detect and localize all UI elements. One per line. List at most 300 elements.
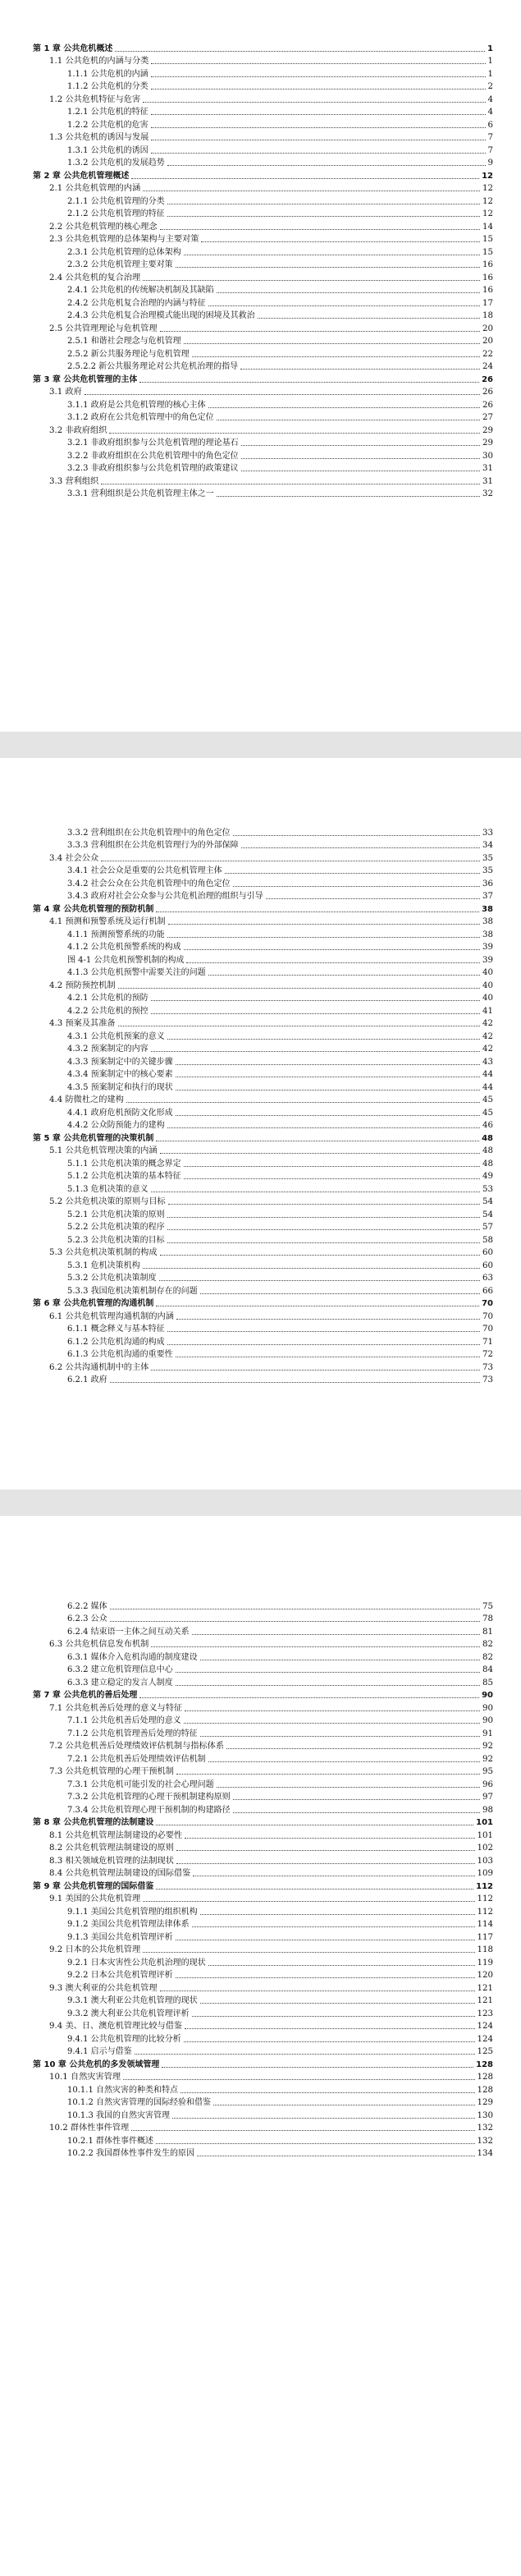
toc-entry-title: 第 5 章 公共危机管理的决策机制 bbox=[33, 1133, 154, 1143]
toc-list bbox=[33, 825, 493, 1385]
dot-leader bbox=[176, 1115, 480, 1116]
toc-section-entry[interactable] bbox=[33, 2147, 493, 2160]
toc-entry-title: 6.3 公共危机信息发布机制 bbox=[49, 1640, 149, 1649]
dot-leader bbox=[139, 382, 479, 383]
toc-section-entry[interactable] bbox=[33, 1195, 493, 1208]
toc-section-entry[interactable] bbox=[33, 156, 493, 169]
toc-chapter-entry[interactable] bbox=[33, 902, 493, 915]
toc-entry-title: 2.5.1 和谐社会理念与危机管理 bbox=[67, 337, 181, 346]
toc-entry-title: 3.3.1 营利组织是公共危机管理主体之一 bbox=[67, 489, 214, 498]
toc-section-entry[interactable] bbox=[33, 54, 493, 67]
toc-entry-title: 1.1 公共危机的内涵与分类 bbox=[49, 57, 149, 66]
toc-section-entry[interactable] bbox=[33, 1790, 493, 1803]
toc-entry-title: 1.2 公共危机特征与危害 bbox=[49, 94, 141, 104]
toc-entry-title: 第 10 章 公共危机的多发领域管理 bbox=[33, 2059, 160, 2069]
dot-leader bbox=[192, 2016, 475, 2017]
toc-entry-title: 6.1.1 概念释义与基本特征 bbox=[67, 1325, 165, 1334]
toc-section-entry[interactable] bbox=[33, 1258, 493, 1271]
toc-section-entry[interactable] bbox=[33, 1322, 493, 1335]
toc-chapter-entry[interactable] bbox=[33, 168, 493, 181]
toc-section-entry[interactable] bbox=[33, 1309, 493, 1322]
toc-entry-page-number: 43 bbox=[482, 1057, 493, 1067]
toc-entry-title: 4.2.2 公共危机的预控 bbox=[67, 1006, 149, 1016]
toc-section-entry[interactable] bbox=[33, 436, 493, 449]
toc-list bbox=[33, 41, 493, 499]
toc-entry-page-number: 117 bbox=[477, 1932, 493, 1942]
toc-section-entry[interactable] bbox=[33, 1246, 493, 1259]
toc-entry-title: 10.1 自然灾害管理 bbox=[49, 2073, 121, 2082]
toc-section-entry[interactable] bbox=[33, 181, 493, 195]
toc-section-entry[interactable] bbox=[33, 1777, 493, 1790]
toc-section-entry[interactable] bbox=[33, 1828, 493, 1841]
toc-entry-title: 7.3.2 公共危机管理的心理干预机制建构原则 bbox=[67, 1793, 231, 1802]
toc-section-entry[interactable] bbox=[33, 1981, 493, 1994]
dot-leader bbox=[233, 1812, 480, 1813]
toc-section-entry[interactable] bbox=[33, 117, 493, 131]
toc-entry-page-number: 124 bbox=[477, 2022, 493, 2031]
toc-section-entry[interactable] bbox=[33, 2133, 493, 2147]
dot-leader bbox=[233, 886, 480, 887]
toc-entry-title: 4.3.2 预案制定的内容 bbox=[67, 1045, 149, 1054]
toc-section-entry[interactable] bbox=[33, 1080, 493, 1093]
toc-section-entry[interactable] bbox=[33, 1955, 493, 1968]
toc-section-entry[interactable] bbox=[33, 448, 493, 461]
toc-entry-page-number: 40 bbox=[482, 968, 493, 977]
toc-section-entry[interactable] bbox=[33, 1904, 493, 1917]
toc-entry-title: 3.2 非政府组织 bbox=[49, 425, 107, 435]
toc-entry-title: 9.3 澳大利亚的公共危机管理 bbox=[49, 1983, 158, 1993]
toc-entry-title: 3.3 营利组织 bbox=[49, 476, 99, 486]
toc-entry-page-number: 38 bbox=[482, 917, 493, 926]
toc-entry-title: 9.4.1 启示与借鉴 bbox=[67, 2047, 132, 2056]
dot-leader bbox=[151, 1000, 480, 1001]
dot-leader bbox=[176, 1672, 480, 1673]
toc-section-entry[interactable] bbox=[33, 360, 493, 373]
dot-leader bbox=[167, 1344, 480, 1345]
toc-section-entry[interactable] bbox=[33, 1994, 493, 2007]
toc-entry-title: 7.1.2 公共危机管理善后处理的特征 bbox=[67, 1729, 198, 1738]
toc-section-entry[interactable] bbox=[33, 1118, 493, 1132]
toc-section-entry[interactable] bbox=[33, 927, 493, 940]
toc-section-entry[interactable] bbox=[33, 207, 493, 220]
toc-entry-title: 5.3.1 危机决策机构 bbox=[67, 1260, 140, 1270]
dot-leader bbox=[151, 153, 486, 154]
toc-entry-page-number: 96 bbox=[482, 1779, 493, 1789]
dot-leader bbox=[151, 127, 486, 128]
toc-section-entry[interactable] bbox=[33, 1207, 493, 1220]
dot-leader bbox=[208, 975, 480, 976]
toc-entry-title: 9.4.1 公共危机管理的比较分析 bbox=[67, 2034, 181, 2044]
toc-entry-title: 4.1.1 预测预警系统的功能 bbox=[67, 930, 165, 939]
dot-leader bbox=[143, 1952, 474, 1953]
toc-entry-title: 6.1.2 公共危机沟通的构成 bbox=[67, 1337, 165, 1347]
toc-section-entry[interactable] bbox=[33, 1271, 493, 1284]
toc-section-entry[interactable] bbox=[33, 1156, 493, 1169]
toc-entry-page-number: 95 bbox=[482, 1767, 493, 1776]
toc-entry-page-number: 18 bbox=[482, 311, 493, 320]
toc-entry-page-number: 37 bbox=[482, 892, 493, 901]
dot-leader bbox=[240, 369, 480, 370]
toc-section-entry[interactable] bbox=[33, 321, 493, 334]
dot-leader bbox=[201, 241, 480, 242]
toc-section-entry[interactable] bbox=[33, 1968, 493, 1981]
toc-entry-title: 4.2 预防预控机制 bbox=[49, 980, 116, 990]
toc-section-entry[interactable] bbox=[33, 1054, 493, 1068]
dot-leader bbox=[185, 1838, 474, 1839]
toc-chapter-entry[interactable] bbox=[33, 1879, 493, 1892]
dot-leader bbox=[168, 1204, 480, 1205]
toc-entry-title: 2.3 公共危机管理的总体架构与主要对策 bbox=[49, 235, 199, 244]
dot-leader bbox=[167, 937, 480, 938]
toc-entry-title: 9.1.1 美国公共危机管理的组织机构 bbox=[67, 1907, 198, 1917]
toc-section-entry[interactable] bbox=[33, 296, 493, 309]
toc-entry-title: 8.2 公共危机管理法制建设的原则 bbox=[49, 1844, 174, 1853]
toc-entry-title: 7.3.1 公共危机可能引发的社会心理问题 bbox=[67, 1779, 214, 1789]
toc-section-entry[interactable] bbox=[33, 1233, 493, 1246]
toc-section-entry[interactable] bbox=[33, 1373, 493, 1386]
dot-leader bbox=[168, 924, 480, 925]
toc-section-entry[interactable] bbox=[33, 385, 493, 398]
toc-entry-title: 9.1.3 美国公共危机管理评析 bbox=[67, 1932, 173, 1942]
dot-leader bbox=[110, 1621, 480, 1622]
toc-section-entry[interactable] bbox=[33, 67, 493, 80]
toc-section-entry[interactable] bbox=[33, 1853, 493, 1867]
toc-section-entry[interactable] bbox=[33, 219, 493, 232]
toc-entry-title: 3.3.2 营利组织在公共危机管理中的角色定位 bbox=[67, 828, 231, 838]
toc-section-entry[interactable] bbox=[33, 1182, 493, 1195]
toc-section-entry[interactable] bbox=[33, 1144, 493, 1157]
toc-entry-page-number: 15 bbox=[482, 235, 493, 244]
toc-entry-page-number: 6 bbox=[487, 120, 493, 130]
toc-section-entry[interactable] bbox=[33, 1348, 493, 1361]
toc-section-entry[interactable] bbox=[33, 423, 493, 436]
toc-entry-title: 8.4 公共危机管理法制建设的国际借鉴 bbox=[49, 1869, 191, 1878]
toc-section-entry[interactable] bbox=[33, 1042, 493, 1055]
toc-entry-page-number: 73 bbox=[482, 1362, 493, 1372]
toc-entry-page-number: 17 bbox=[482, 298, 493, 308]
toc-entry-title: 6.2.1 政府 bbox=[67, 1375, 107, 1384]
toc-entry-page-number: 45 bbox=[482, 1108, 493, 1118]
toc-entry-page-number: 60 bbox=[482, 1248, 493, 1257]
toc-entry-title: 1.2.1 公共危机的特征 bbox=[67, 108, 149, 117]
toc-entry-title: 9.1 美国的公共危机管理 bbox=[49, 1894, 141, 1903]
toc-entry-page-number: 48 bbox=[482, 1159, 493, 1169]
toc-entry-page-number: 22 bbox=[482, 349, 493, 359]
toc-entry-title: 2.2 公共危机管理的核心理念 bbox=[49, 222, 158, 232]
toc-entry-title: 3.1.2 政府在公共危机管理中的角色定位 bbox=[67, 413, 214, 422]
toc-section-entry[interactable] bbox=[33, 80, 493, 93]
toc-entry-title: 10.2.1 群体性事件概述 bbox=[67, 2136, 153, 2146]
toc-section-entry[interactable] bbox=[33, 915, 493, 928]
toc-section-entry[interactable] bbox=[33, 940, 493, 953]
dot-leader bbox=[176, 267, 480, 268]
toc-entry-title: 2.5.2 新公共服务理论与危机管理 bbox=[67, 349, 190, 359]
toc-entry-title: 3.4.2 社会公众在公共危机管理中的角色定位 bbox=[67, 879, 231, 889]
dot-leader bbox=[258, 318, 480, 319]
toc-entry-title: 2.4.2 公共危机复合治理的内涵与特征 bbox=[67, 298, 206, 308]
toc-chapter-entry[interactable] bbox=[33, 2057, 493, 2070]
toc-section-entry[interactable] bbox=[33, 283, 493, 296]
toc-entry-page-number: 38 bbox=[482, 904, 493, 914]
toc-entry-title: 图 4-1 公共危机预警机制的构成 bbox=[67, 955, 185, 965]
toc-entry-page-number: 124 bbox=[477, 2034, 493, 2044]
toc-entry-title: 4.3 预案及其准备 bbox=[49, 1019, 116, 1028]
toc-entry-title: 2.5 公共管理理论与危机管理 bbox=[49, 324, 158, 333]
toc-entry-title: 6.2 公共沟通机制中的主体 bbox=[49, 1362, 149, 1372]
dot-leader bbox=[167, 1331, 480, 1332]
toc-entry-page-number: 92 bbox=[482, 1742, 493, 1751]
toc-section-entry[interactable] bbox=[33, 991, 493, 1004]
toc-section-entry[interactable] bbox=[33, 889, 493, 902]
dot-leader bbox=[156, 2143, 475, 2144]
toc-entry-title: 3.2.3 非政府组织参与公共危机管理的政策建议 bbox=[67, 464, 239, 473]
toc-entry-title: 5.2.2 公共危机决策的程序 bbox=[67, 1223, 165, 1232]
dot-leader bbox=[181, 2092, 475, 2093]
toc-section-entry[interactable] bbox=[33, 2032, 493, 2045]
toc-entry-title: 第 1 章 公共危机概述 bbox=[33, 44, 113, 53]
toc-section-entry[interactable] bbox=[33, 474, 493, 487]
toc-section-entry[interactable] bbox=[33, 2096, 493, 2109]
toc-section-entry[interactable] bbox=[33, 1752, 493, 1765]
toc-section-entry[interactable] bbox=[33, 1612, 493, 1625]
dot-leader bbox=[115, 51, 485, 52]
dot-leader bbox=[184, 1166, 480, 1167]
dot-leader bbox=[233, 835, 480, 836]
toc-entry-page-number: 4 bbox=[487, 108, 493, 117]
toc-entry-page-number: 70 bbox=[482, 1299, 493, 1308]
toc-section-entry[interactable] bbox=[33, 245, 493, 258]
toc-section-entry[interactable] bbox=[33, 92, 493, 105]
dot-leader bbox=[109, 433, 480, 434]
toc-section-entry[interactable] bbox=[33, 194, 493, 207]
toc-entry-title: 2.3.1 公共危机管理的总体架构 bbox=[67, 247, 181, 257]
dot-leader bbox=[151, 1051, 480, 1052]
dot-leader bbox=[185, 2028, 474, 2029]
dot-leader bbox=[160, 331, 481, 332]
toc-section-entry[interactable] bbox=[33, 1220, 493, 1233]
toc-entry-title: 2.4 公共危机的复合治理 bbox=[49, 273, 141, 282]
toc-entry-page-number: 118 bbox=[477, 1945, 493, 1954]
toc-section-entry[interactable] bbox=[33, 1892, 493, 1905]
toc-entry-page-number: 12 bbox=[482, 171, 493, 181]
toc-section-entry[interactable] bbox=[33, 2070, 493, 2083]
toc-entry-page-number: 1 bbox=[487, 69, 493, 79]
dot-leader bbox=[151, 63, 485, 64]
toc-entry-page-number: 33 bbox=[482, 828, 493, 838]
toc-section-entry[interactable] bbox=[33, 876, 493, 889]
toc-section-entry[interactable] bbox=[33, 1802, 493, 1816]
toc-section-entry[interactable] bbox=[33, 347, 493, 360]
toc-section-entry[interactable] bbox=[33, 1017, 493, 1030]
toc-chapter-entry[interactable] bbox=[33, 41, 493, 54]
dot-leader bbox=[167, 1039, 480, 1040]
toc-section-entry[interactable] bbox=[33, 397, 493, 411]
toc-section-entry[interactable] bbox=[33, 1714, 493, 1727]
toc-entry-page-number: 112 bbox=[476, 1881, 493, 1891]
dot-leader bbox=[176, 1064, 480, 1065]
toc-section-entry[interactable] bbox=[33, 1650, 493, 1663]
page-gap bbox=[0, 732, 521, 758]
toc-entry-title: 4.1.2 公共危机预警系统的构成 bbox=[67, 943, 181, 952]
toc-entry-page-number: 30 bbox=[482, 451, 493, 461]
toc-section-entry[interactable] bbox=[33, 2121, 493, 2134]
toc-section-entry[interactable] bbox=[33, 1663, 493, 1676]
toc-section-entry[interactable] bbox=[33, 1003, 493, 1017]
toc-entry-page-number: 14 bbox=[482, 222, 493, 232]
dot-leader bbox=[160, 1255, 481, 1256]
dot-leader bbox=[131, 178, 479, 179]
toc-section-entry[interactable] bbox=[33, 978, 493, 991]
toc-chapter-entry[interactable] bbox=[33, 372, 493, 385]
toc-entry-title: 7.1 公共危机善后处理的意义与特征 bbox=[49, 1703, 183, 1713]
toc-section-entry[interactable] bbox=[33, 1765, 493, 1778]
toc-entry-title: 4.4 防微杜之的建构 bbox=[49, 1095, 124, 1104]
toc-section-entry[interactable] bbox=[33, 258, 493, 271]
toc-section-entry[interactable] bbox=[33, 864, 493, 877]
toc-section-entry[interactable] bbox=[33, 825, 493, 838]
toc-section-entry[interactable] bbox=[33, 1841, 493, 1854]
dot-leader bbox=[167, 1217, 480, 1218]
toc-entry-page-number: 90 bbox=[482, 1703, 493, 1713]
toc-section-entry[interactable] bbox=[33, 2045, 493, 2058]
toc-section-entry[interactable] bbox=[33, 270, 493, 283]
toc-section-entry[interactable] bbox=[33, 1726, 493, 1739]
dot-leader bbox=[241, 445, 480, 446]
toc-section-entry[interactable] bbox=[33, 1943, 493, 1956]
toc-entry-title: 第 8 章 公共危机管理的法制建设 bbox=[33, 1818, 154, 1827]
toc-section-entry[interactable] bbox=[33, 1105, 493, 1118]
toc-entry-page-number: 109 bbox=[477, 1869, 493, 1878]
toc-section-entry[interactable] bbox=[33, 1360, 493, 1373]
toc-entry-title: 1.1.1 公共危机的内涵 bbox=[67, 69, 149, 79]
dot-leader bbox=[143, 102, 485, 103]
toc-section-entry[interactable] bbox=[33, 1093, 493, 1106]
toc-section-entry[interactable] bbox=[33, 2019, 493, 2032]
dot-leader bbox=[139, 1697, 479, 1698]
toc-entry-page-number: 132 bbox=[477, 2124, 493, 2133]
toc-entry-title: 第 2 章 公共危机管理概述 bbox=[33, 171, 130, 181]
toc-entry-page-number: 73 bbox=[482, 1375, 493, 1384]
toc-entry-page-number: 97 bbox=[482, 1793, 493, 1802]
toc-entry-page-number: 29 bbox=[482, 425, 493, 435]
toc-section-entry[interactable] bbox=[33, 1068, 493, 1081]
dot-leader bbox=[176, 1977, 475, 1978]
toc-entry-title: 10.1.3 我国的自然灾害管理 bbox=[67, 2110, 170, 2120]
dot-leader bbox=[156, 911, 479, 912]
toc-section-entry[interactable] bbox=[33, 2082, 493, 2096]
toc-section-entry[interactable] bbox=[33, 1637, 493, 1651]
toc-entry-title: 5.1.3 危机决策的意义 bbox=[67, 1184, 149, 1194]
toc-entry-title: 第 7 章 公共危机的善后处理 bbox=[33, 1691, 138, 1700]
toc-entry-title: 4.4.1 政府危机预防文化形成 bbox=[67, 1108, 173, 1118]
toc-section-entry[interactable] bbox=[33, 143, 493, 156]
toc-section-entry[interactable] bbox=[33, 232, 493, 246]
toc-entry-title: 10.2 群体性事件管理 bbox=[49, 2124, 130, 2133]
toc-section-entry[interactable] bbox=[33, 1675, 493, 1688]
toc-chapter-entry[interactable] bbox=[33, 1816, 493, 1829]
toc-section-entry[interactable] bbox=[33, 131, 493, 144]
toc-entry-page-number: 54 bbox=[482, 1210, 493, 1219]
dot-leader bbox=[200, 2003, 475, 2004]
dot-leader bbox=[151, 76, 486, 77]
toc-entry-page-number: 90 bbox=[482, 1691, 493, 1700]
toc-entry-title: 5.2 公共危机决策的原则与目标 bbox=[49, 1197, 166, 1206]
toc-section-entry[interactable] bbox=[33, 487, 493, 500]
toc-entry-title: 5.1.2 公共危机决策的基本特征 bbox=[67, 1172, 181, 1181]
toc-section-entry[interactable] bbox=[33, 1283, 493, 1297]
toc-entry-title: 3.3.3 营利组织在公共危机管理行为的外部保障 bbox=[67, 841, 239, 850]
toc-entry-title: 8.1 公共危机管理法制建设的必要性 bbox=[49, 1830, 183, 1840]
dot-leader bbox=[151, 1646, 480, 1647]
dot-leader bbox=[226, 1748, 480, 1749]
toc-section-entry[interactable] bbox=[33, 966, 493, 979]
toc-section-entry[interactable] bbox=[33, 461, 493, 475]
toc-entry-title: 2.1.2 公共危机管理的特征 bbox=[67, 209, 165, 218]
toc-entry-page-number: 48 bbox=[482, 1133, 493, 1143]
toc-entry-page-number: 101 bbox=[477, 1830, 493, 1840]
toc-entry-page-number: 84 bbox=[482, 1665, 493, 1674]
toc-entry-page-number: 44 bbox=[482, 1082, 493, 1092]
toc-entry-page-number: 112 bbox=[477, 1894, 493, 1903]
toc-entry-title: 4.2.1 公共危机的预防 bbox=[67, 994, 149, 1003]
toc-section-entry[interactable] bbox=[33, 1599, 493, 1612]
toc-entry-page-number: 85 bbox=[482, 1678, 493, 1687]
toc-section-entry[interactable] bbox=[33, 1917, 493, 1931]
toc-entry-page-number: 26 bbox=[482, 374, 493, 384]
toc-section-entry[interactable] bbox=[33, 1867, 493, 1880]
toc-entry-page-number: 35 bbox=[482, 853, 493, 863]
toc-entry-page-number: 48 bbox=[482, 1146, 493, 1155]
toc-entry-page-number: 34 bbox=[482, 841, 493, 850]
toc-section-entry[interactable] bbox=[33, 2108, 493, 2121]
toc-section-entry[interactable] bbox=[33, 309, 493, 322]
toc-section-entry[interactable] bbox=[33, 2006, 493, 2019]
toc-entry-title: 2.4.3 公共危机复合治理模式能出现的困境及其救治 bbox=[67, 311, 255, 320]
toc-section-entry[interactable] bbox=[33, 1930, 493, 1943]
toc-section-entry[interactable] bbox=[33, 1169, 493, 1182]
toc-section-entry[interactable] bbox=[33, 953, 493, 966]
dot-leader bbox=[208, 407, 480, 408]
toc-chapter-entry[interactable] bbox=[33, 1131, 493, 1144]
toc-section-entry[interactable] bbox=[33, 851, 493, 864]
dot-leader bbox=[200, 1914, 475, 1915]
toc-entry-page-number: 1 bbox=[487, 44, 493, 53]
toc-section-entry[interactable] bbox=[33, 1739, 493, 1752]
toc-section-entry[interactable] bbox=[33, 105, 493, 118]
toc-chapter-entry[interactable] bbox=[33, 1297, 493, 1310]
dot-leader bbox=[176, 1090, 480, 1091]
toc-entry-page-number: 45 bbox=[482, 1095, 493, 1104]
toc-entry-title: 10.1.1 自然灾害的种类和特点 bbox=[67, 2085, 178, 2095]
toc-section-entry[interactable] bbox=[33, 1624, 493, 1637]
toc-section-entry[interactable] bbox=[33, 1701, 493, 1714]
toc-section-entry[interactable] bbox=[33, 1029, 493, 1042]
dot-leader bbox=[176, 1850, 475, 1851]
toc-entry-title: 6.1.3 公共危机沟通的重要性 bbox=[67, 1350, 173, 1359]
toc-chapter-entry[interactable] bbox=[33, 1688, 493, 1701]
dot-leader bbox=[200, 1293, 480, 1294]
toc-section-entry[interactable] bbox=[33, 838, 493, 852]
dot-leader bbox=[185, 1710, 480, 1711]
toc-section-entry[interactable] bbox=[33, 334, 493, 347]
toc-entry-page-number: 44 bbox=[482, 1070, 493, 1079]
dot-leader bbox=[151, 89, 486, 90]
toc-entry-page-number: 20 bbox=[482, 324, 493, 333]
toc-entry-page-number: 4 bbox=[487, 94, 493, 104]
toc-entry-title: 9.3.2 澳大利亚公共危机管理评析 bbox=[67, 2009, 190, 2018]
toc-section-entry[interactable] bbox=[33, 1334, 493, 1348]
toc-section-entry[interactable] bbox=[33, 411, 493, 424]
